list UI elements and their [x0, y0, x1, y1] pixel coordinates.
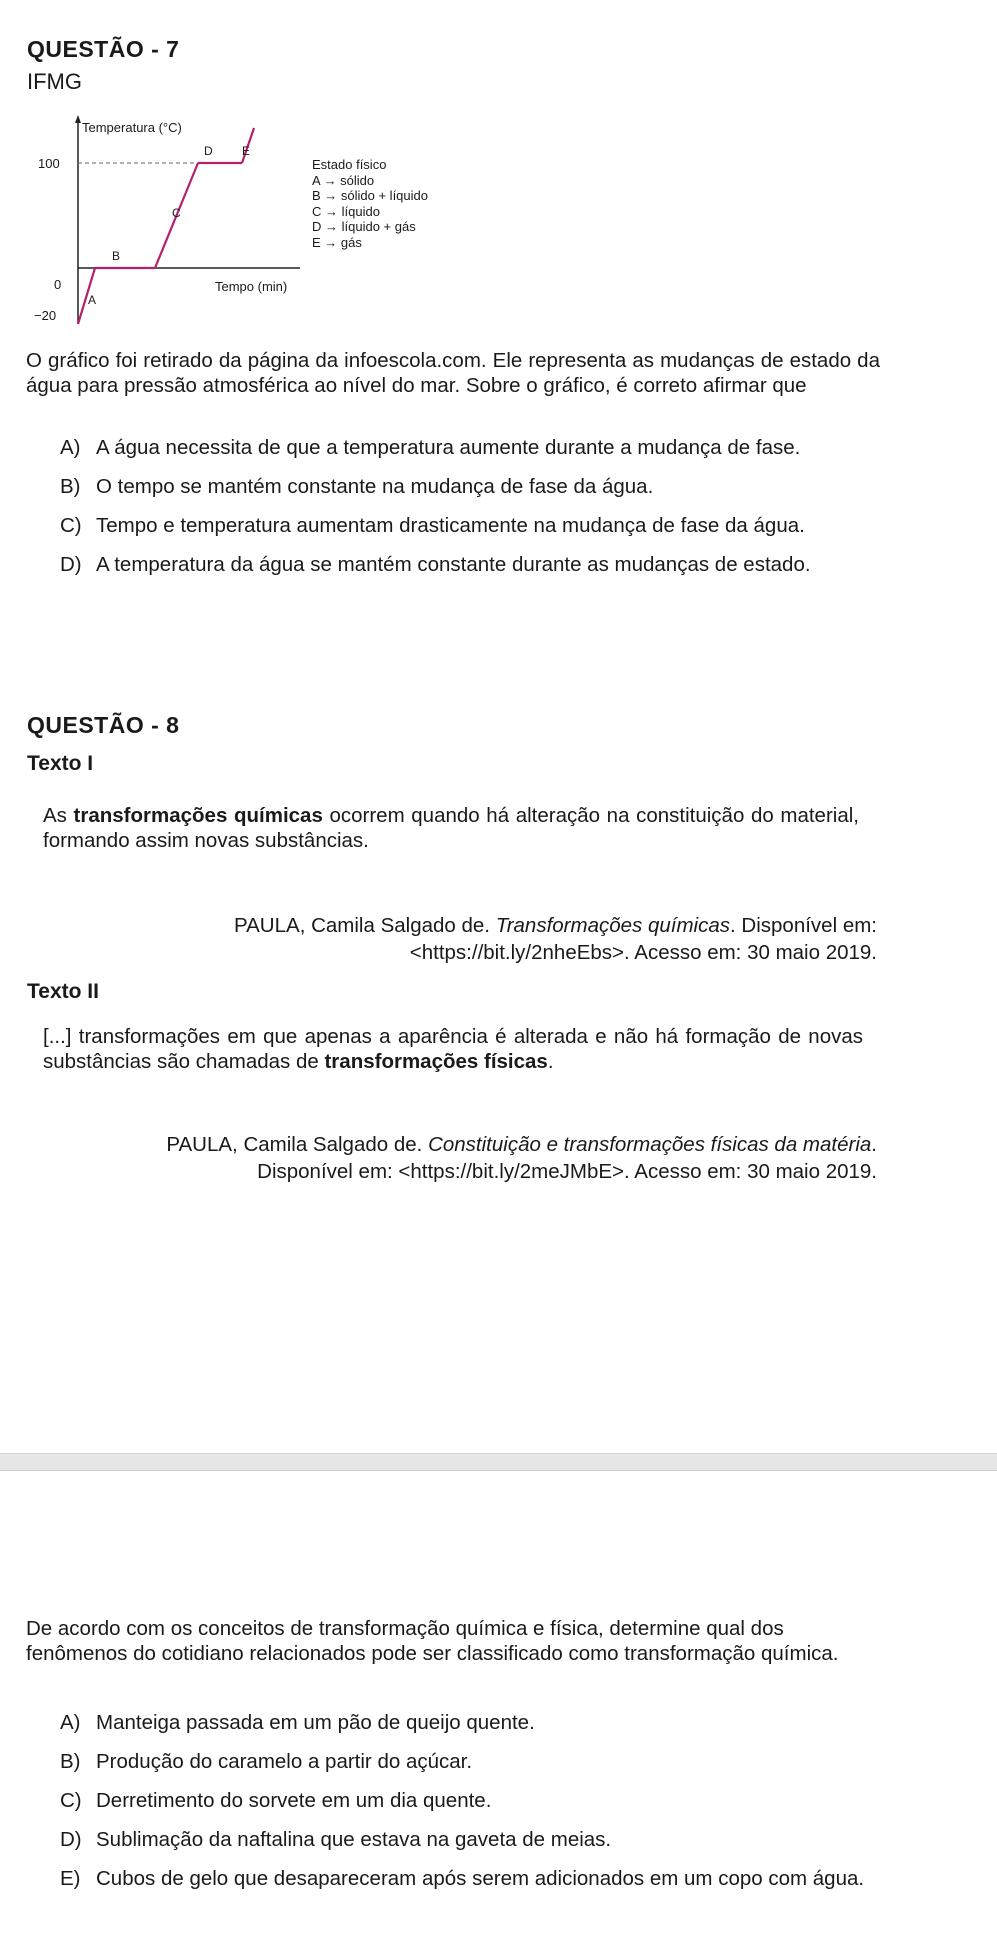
- option-text: A água necessita de que a temperatura aumente durante a mudança de fase.: [96, 436, 801, 459]
- texto-2-reference: PAULA, Camila Salgado de. Constituição e transformações físicas da matéria. Disponível em: <https://bit.ly/2meJMbE>. Acesso em: 30 maio 2019.: [166, 1133, 877, 1183]
- question-8-stem: De acordo com os conceitos de transformação química e física, determine qual dos fenômenos do cotidiano relacionados pode ser classificado como transformação química.: [26, 1617, 839, 1665]
- legend-item: E → gás: [312, 234, 362, 250]
- legend-item: D → líquido + gás: [312, 219, 416, 234]
- segment-a-label: A: [88, 293, 97, 307]
- option-letter: D): [60, 1828, 82, 1851]
- tick-label-minus-20: −20: [34, 308, 57, 323]
- option-text: A temperatura da água se mantém constante durante as mudanças de estado.: [96, 553, 811, 576]
- legend-item: A → sólido: [312, 172, 375, 188]
- option-letter: E): [60, 1867, 81, 1890]
- option-c[interactable]: [60, 513, 878, 538]
- texto-2-heading: Texto II: [27, 980, 99, 1003]
- texto-1-heading: Texto I: [27, 752, 94, 775]
- option-letter: B): [60, 1750, 81, 1773]
- legend-title: Estado físico: [312, 157, 387, 172]
- chart-legend: [312, 157, 428, 250]
- option-text: Cubos de gelo que desapareceram após serem adicionados em um copo com água.: [96, 1867, 865, 1890]
- option-b[interactable]: [60, 1749, 882, 1774]
- y-axis-arrow: [75, 115, 81, 123]
- option-d[interactable]: [60, 1827, 882, 1852]
- option-c[interactable]: [60, 1788, 882, 1813]
- question-7-options: [60, 435, 878, 591]
- page-divider: [0, 1453, 997, 1471]
- question-7-title: QUESTÃO - 7: [27, 36, 180, 62]
- reference-title: Transformações químicas: [495, 914, 731, 937]
- option-text: Derretimento do sorvete em um dia quente.: [96, 1789, 492, 1812]
- question-7-source: IFMG: [27, 69, 82, 94]
- option-e[interactable]: [60, 1866, 882, 1891]
- legend-item: C → líquido: [312, 203, 380, 219]
- x-axis-label: Tempo (min): [215, 279, 288, 294]
- segment-e-label: E: [242, 144, 251, 158]
- y-axis-label: Temperatura (°C): [82, 120, 182, 135]
- question-8-title: QUESTÃO - 8: [27, 712, 180, 738]
- segment-c-label: C: [172, 206, 181, 220]
- tick-label-100: 100: [38, 156, 60, 171]
- option-text: Tempo e temperatura aumentam drasticamente na mudança de fase da água.: [96, 514, 805, 537]
- reference-title: Constituição e transformações físicas da matéria: [428, 1133, 872, 1156]
- segment-d-label: D: [204, 144, 213, 158]
- texto-1-body: As transformações químicas ocorrem quando há alteração na constituição do material, formando assim novas substâncias.: [43, 804, 859, 852]
- legend-item: B → sólido + líquido: [312, 188, 428, 203]
- option-text: Manteiga passada em um pão de queijo quente.: [96, 1711, 535, 1734]
- option-letter: B): [60, 475, 81, 498]
- option-text: Produção do caramelo a partir do açúcar.: [96, 1750, 473, 1773]
- option-b[interactable]: [60, 474, 878, 499]
- option-text: O tempo se mantém constante na mudança de fase da água.: [96, 475, 654, 498]
- option-letter: C): [60, 514, 82, 537]
- option-letter: D): [60, 553, 82, 576]
- question-8-options: [60, 1710, 882, 1905]
- option-letter: A): [60, 436, 81, 459]
- option-a[interactable]: [60, 435, 878, 460]
- option-d[interactable]: [60, 552, 878, 577]
- segment-b-label: B: [112, 249, 121, 263]
- texto-2-body: [...] transformações em que apenas a aparência é alterada e não há formação de novas substâncias são chamadas de transformações físicas.: [43, 1025, 863, 1073]
- option-text: Sublimação da naftalina que estava na gaveta de meias.: [96, 1828, 612, 1851]
- bold-term: transformações químicas: [73, 804, 323, 827]
- option-letter: C): [60, 1789, 82, 1812]
- question-7-stem: O gráfico foi retirado da página da infoescola.com. Ele representa as mudanças de estado da água para pressão atmosférica ao nível do mar. Sobre o gráfico, é correto afirmar que: [26, 349, 880, 397]
- texto-1-reference: PAULA, Camila Salgado de. Transformações químicas. Disponível em: <https://bit.ly/2nheEbs>. Acesso em: 30 maio 2019.: [233, 914, 877, 964]
- bold-term: transformações físicas: [324, 1050, 548, 1073]
- option-letter: A): [60, 1711, 81, 1734]
- tick-label-0: 0: [54, 277, 62, 292]
- option-a[interactable]: [60, 1710, 882, 1735]
